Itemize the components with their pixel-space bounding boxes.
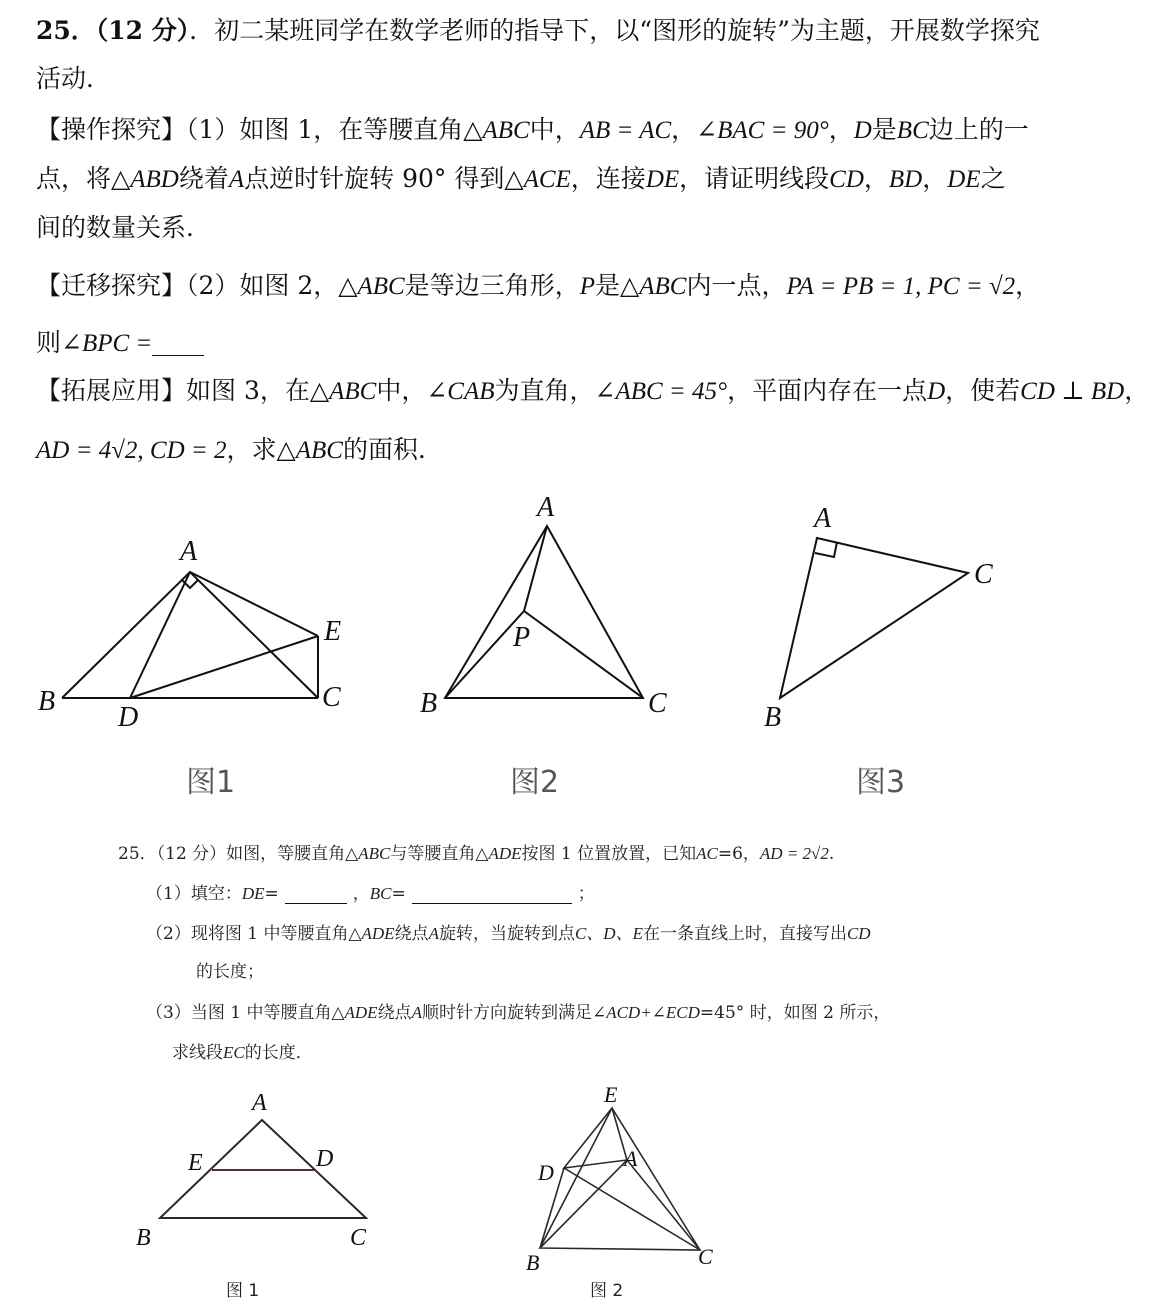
p1-caption-fig3: 图3 [856, 765, 906, 800]
p1-line-1: 25．（12 分）．初二某班同学在数学老师的指导下，以“图形的旋转”为主题，开展数学探究 [36, 16, 1040, 45]
p2-line-4: 的长度； [196, 962, 264, 982]
p2-fig2-labels [526, 1082, 713, 1275]
p2-fig2-segment-dc [564, 1168, 700, 1250]
p2-fig1-label-d: D [316, 1146, 334, 1172]
p1-line-4: 点，将△ABD绕着A点逆时针旋转 90° 得到△ACE，连接DE，请证明线段CD，BD，DE之 [36, 164, 1006, 193]
p2-caption-fig1: 图 1 [226, 1281, 260, 1301]
fig1-label-c: C [322, 682, 341, 713]
p2-fig1-label-b: B [136, 1225, 151, 1251]
p2-fig2-triangle-abc [540, 1160, 700, 1250]
fig3-label-a: A [814, 503, 832, 534]
fig1-label-b: B [38, 686, 56, 717]
p2-fig2-label-b: B [526, 1250, 540, 1275]
p1-line-3: 【操作探究】（1）如图 1，在等腰直角△ABC中，AB = AC，∠BAC = 90°，D是BC边上的一 [36, 115, 1029, 144]
fig1-label-e: E [324, 616, 342, 647]
fig1-label-d: D [118, 702, 139, 733]
p2-line-5: （3）当图 1 中等腰直角△ADE绕点A顺时针方向旋转到满足∠ACD+∠ECD=45° 时，如图 2 所示， [146, 1003, 891, 1023]
p1-line-9: AD = 4√2, CD = 2，求△ABC的面积． [36, 435, 443, 464]
fig3-label-b: B [764, 702, 782, 733]
p1-line-6: 【迁移探究】（2）如图 2，△ABC是等边三角形，P是△ABC内一点，PA = PB = 1, PC = √2， [36, 271, 1041, 300]
fig2-label-c: C [648, 688, 667, 719]
p1-caption-fig1: 图1 [186, 765, 236, 800]
fig2-label-a: A [537, 492, 555, 523]
p2-line-1: 25．（12 分）如图，等腰直角△ABC与等腰直角△ADE按图 1 位置放置，已知AC=6，AD = 2√2. [118, 844, 835, 864]
p1-caption-fig2: 图2 [510, 765, 560, 800]
p2-fig2-label-a: A [624, 1146, 638, 1171]
fig1-label-a: A [180, 536, 198, 567]
p2-fig1-label-c: C [350, 1225, 367, 1251]
p2-fig1-label-a: A [252, 1090, 267, 1116]
p2-line-3: （2）现将图 1 中等腰直角△ADE绕点A旋转，当旋转到点C、D、E在一条直线上时，直接写出CD [146, 924, 871, 944]
p2-line-6: 求线段EC的长度． [172, 1043, 313, 1063]
p1-line-2: 活动． [36, 64, 112, 93]
p2-fig2-label-c: C [698, 1244, 713, 1269]
p2-fig1-label-e: E [188, 1150, 203, 1176]
p2-fig2-label-e: E [604, 1082, 618, 1107]
fig3-label-c: C [974, 559, 993, 590]
p2-line-2: （1）填空：DE= ，BC= ； [146, 884, 595, 904]
p2-fig2-lines [540, 1108, 700, 1250]
p1-line-8: 【拓展应用】如图 3，在△ABC中，∠CAB为直角，∠ABC = 45°，平面内存在一点D，使若CD ⊥ BD， [36, 376, 1149, 405]
p1-line-7: 则∠BPC = [36, 330, 204, 356]
p2-caption-fig2: 图 2 [590, 1281, 624, 1301]
fig2-label-b: B [420, 688, 438, 719]
p2-fig2-segment-ec [612, 1108, 700, 1250]
p1-line-5: 间的数量关系． [36, 213, 212, 242]
fig2-label-p: P [513, 622, 531, 653]
p1-number: 25．（12 分） [36, 16, 190, 45]
p2-fig2-label-d: D [538, 1160, 554, 1185]
